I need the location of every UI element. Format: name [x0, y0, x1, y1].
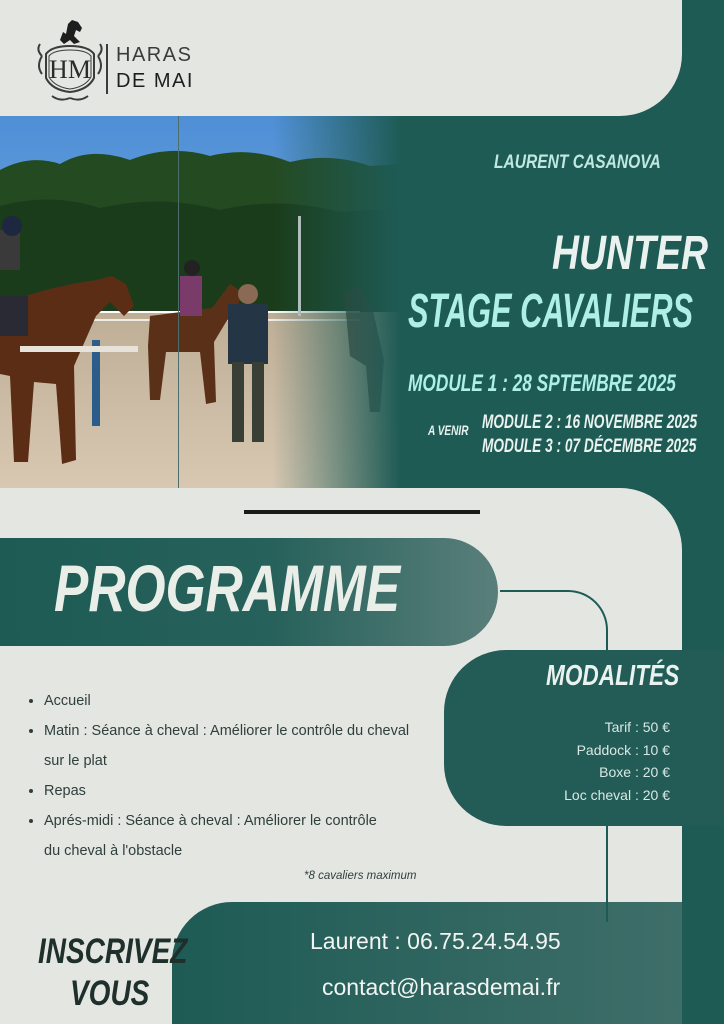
- price-boxe: Boxe : 20 €: [599, 764, 670, 780]
- programme-list: [24, 686, 474, 866]
- cta-line1: INSCRIVEZ: [38, 932, 188, 971]
- brand-line1: HARAS: [116, 44, 193, 66]
- programme-heading: PROGRAMME: [54, 551, 401, 625]
- list-item: • Aprés-midi : Séance à cheval : Améliorer le contrôle du cheval à l'obstacle: [44, 806, 474, 866]
- section-divider: [244, 510, 480, 514]
- cta-line2: VOUS: [70, 974, 150, 1013]
- module-3: MODULE 3 : 07 DÉCEMBRE 2025: [482, 436, 697, 457]
- price-paddock: Paddock : 10 €: [576, 741, 670, 758]
- upcoming-label: A VENIR: [428, 422, 469, 438]
- title-line2: STAGE CAVALIERS: [408, 285, 694, 338]
- modalites-heading: MODALITÉS: [546, 660, 680, 692]
- title-line1: HUNTER: [552, 227, 708, 280]
- list-item: • Matin : Séance à cheval : Améliorer le contrôle du cheval sur le plat: [44, 716, 474, 776]
- brand-line2: DE MAI: [116, 70, 194, 92]
- logo-separator: [106, 44, 108, 94]
- contact-phone[interactable]: Laurent : 06.75.24.54.95: [310, 928, 561, 954]
- hero-photo: [0, 116, 400, 488]
- photo-divider-line: [178, 116, 179, 488]
- modalites-list: [520, 716, 670, 806]
- list-item: • Repas: [44, 776, 474, 806]
- svg-text:HM: HM: [49, 55, 91, 84]
- horse-emblem-icon: [30, 10, 110, 106]
- horse-rider-scene-icon: [0, 116, 400, 488]
- price-tarif: Tarif : 50 €: [604, 719, 670, 735]
- capacity-note: *8 cavaliers maximum: [304, 870, 417, 882]
- module-2: MODULE 2 : 16 NOVEMBRE 2025: [482, 412, 698, 433]
- contact-email[interactable]: contact@harasdemai.fr: [322, 974, 561, 1000]
- logo: [30, 10, 200, 106]
- module-1: MODULE 1 : 28 SPTEMBRE 2025: [408, 370, 676, 397]
- instructor-name: LAURENT CASANOVA: [494, 152, 661, 173]
- list-item: • Accueil: [44, 686, 474, 716]
- price-loc-cheval: Loc cheval : 20 €: [564, 786, 670, 803]
